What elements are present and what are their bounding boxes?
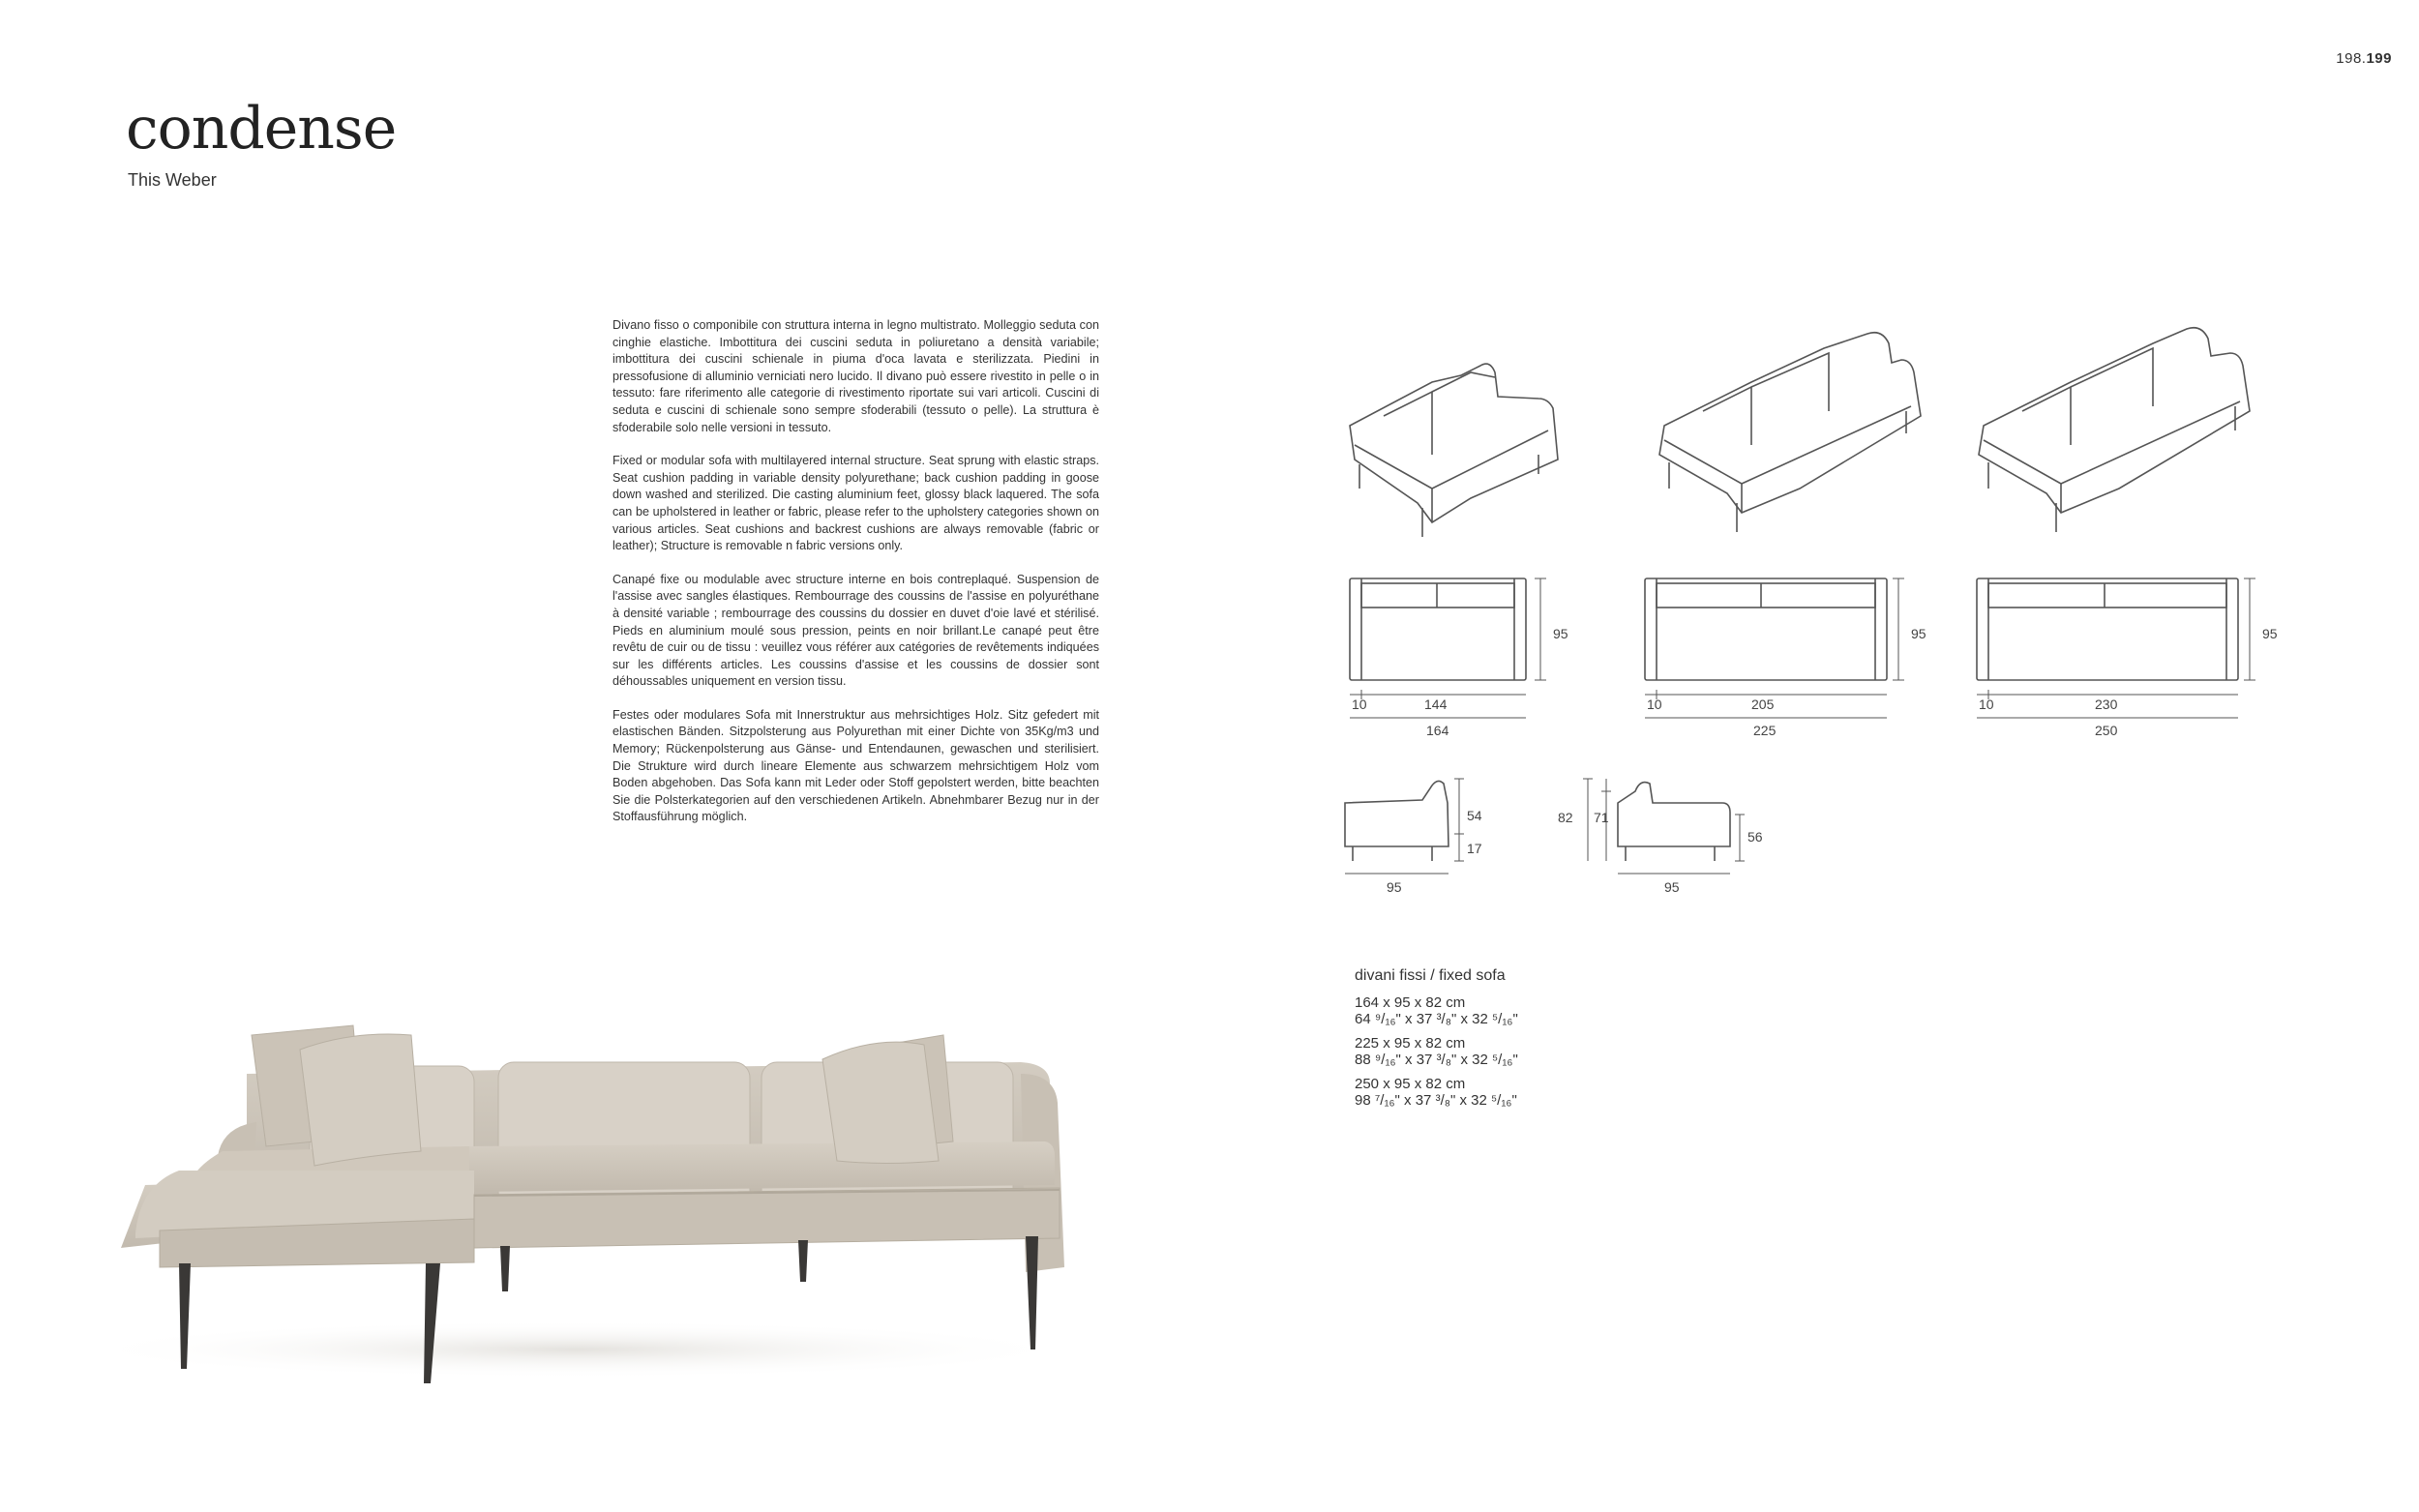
side-2-arm-height: 71 — [1594, 810, 1609, 825]
plan-3-inner: 230 — [2095, 697, 2118, 712]
size-cm: 164 x 95 x 82 cm — [1355, 994, 1466, 1011]
isometric-sofa-250 — [1979, 328, 2250, 532]
size-list — [1355, 967, 1518, 1116]
description-italian: Divano fisso o componibile con struttura interna in legno multistrato. Molleggio seduta con cinghie elastiche. Imbottitura dei cuscini seduta in poliuretano a densità variabile; imbottitura dei cuscini schienale in piuma d'oca lavata e sterilizzata. Piedini in pressofusione di alluminio verniciati nero lucido. Il divano può essere rivestito in pelle o in tessuto: fare riferimento alle categorie di rivestimento riportate sui vari articoli. Cuscini di seduta e cuscini di schienale sono sempre sfoderabili (tessuto o pelle). La struttura è sfoderabile solo nelle versioni in tessuto. — [612, 318, 1099, 434]
side-2-depth: 95 — [1664, 879, 1680, 895]
side-view-front — [1345, 779, 1464, 874]
designer-name: This Weber — [128, 170, 217, 190]
size-inch: 88 ⁹/₁₆" x 37 ³/₈" x 32 ⁵/₁₆" — [1355, 1052, 1518, 1068]
plan-1-total: 164 — [1426, 723, 1449, 738]
isometric-sofa-164 — [1350, 364, 1558, 537]
plan-2-depth: 95 — [1911, 626, 1926, 641]
size-cm: 250 x 95 x 82 cm — [1355, 1076, 1466, 1092]
plan-1-depth: 95 — [1553, 626, 1568, 641]
size-list-heading: divani fissi / fixed sofa — [1355, 967, 1506, 984]
plan-view-164 — [1350, 578, 1546, 718]
side-2-seat: 56 — [1747, 829, 1763, 845]
page-number: 198.199 — [2336, 50, 2392, 67]
description-french: Canapé fixe ou modulable avec structure interne en bois contreplaqué. Suspension de l'assise avec sangles élastiques. Rembourrage des coussins de l'assise en polyuréthane à densité variable ; rembourrage des coussins du dossier en duvet d'oie lavé et stérilisé. Pieds en aluminium moulé sous pression, peints en noir brillant.Le canapé peut être revêtu de cuir ou de tissu : veuillez vous référer aux catégories de revêtements indiquées sur les différents articles. Les coussins d'assise et les coussins de dossier sont déhoussables uniquement en version tissu. — [612, 572, 1099, 689]
plan-3-depth: 95 — [2262, 626, 2278, 641]
description-english: Fixed or modular sofa with multilayered internal structure. Seat sprung with elastic straps. Seat cushion padding in variable density polyurethane; back cushion padding in goose down washed and sterilized. Die casting aluminium feet, glossy black laquered. The sofa can be upholstered in leather or fabric, please refer to the upholstery categories shown on various articles. Seat cushions and backrest cushions are always removable (fabric or leather); Structure is removable n fabric versions only. — [612, 454, 1099, 553]
side-2-height: 82 — [1558, 810, 1573, 825]
plan-view-225 — [1645, 578, 1904, 718]
product-title: condense — [126, 95, 397, 163]
plan-1-arm: 10 — [1352, 697, 1367, 712]
plan-2-inner: 205 — [1751, 697, 1775, 712]
plan-1-inner: 144 — [1424, 697, 1448, 712]
size-entry — [1355, 994, 1518, 1027]
size-cm: 225 x 95 x 82 cm — [1355, 1035, 1466, 1052]
size-entry — [1355, 1076, 1518, 1109]
side-1-depth: 95 — [1387, 879, 1402, 895]
description-german: Festes oder modulares Sofa mit Innerstruktur aus mehrsichtiges Holz. Sitz gefedert mit elastischen Bänden. Sitzpolsterung aus Polyurethan mit einer Dichte von 35Kg/m3 und Memory; Rückenpolsterung aus Gänse- und Entendaunen, gewaschen und sterilisiert. Die Strukture wird durch lineare Elemente aus schwarzem mehrsichtigem Holz vom Boden abgehoben. Das Sofa kann mit Leder oder Stoff gepolstert werden, bitte beachten Sie die Polsterkategorien auf den verschiedenen Artikeln. Abnehmbarer Bezug nur in der Stoffausführung möglich. — [612, 707, 1099, 824]
size-inch: 64 ⁹/₁₆" x 37 ³/₈" x 32 ⁵/₁₆" — [1355, 1011, 1518, 1027]
side-1-seat-height: 17 — [1467, 841, 1482, 856]
size-entry — [1355, 1035, 1518, 1068]
size-inch: 98 ⁷/₁₆" x 37 ³/₈" x 32 ⁵/₁₆" — [1355, 1092, 1517, 1109]
plan-2-total: 225 — [1753, 723, 1777, 738]
isometric-sofa-225 — [1659, 333, 1921, 532]
plan-2-arm: 10 — [1647, 697, 1662, 712]
plan-3-arm: 10 — [1979, 697, 1994, 712]
plan-3-total: 250 — [2095, 723, 2118, 738]
side-view-back — [1583, 779, 1745, 874]
side-1-seat-top: 54 — [1467, 808, 1482, 823]
